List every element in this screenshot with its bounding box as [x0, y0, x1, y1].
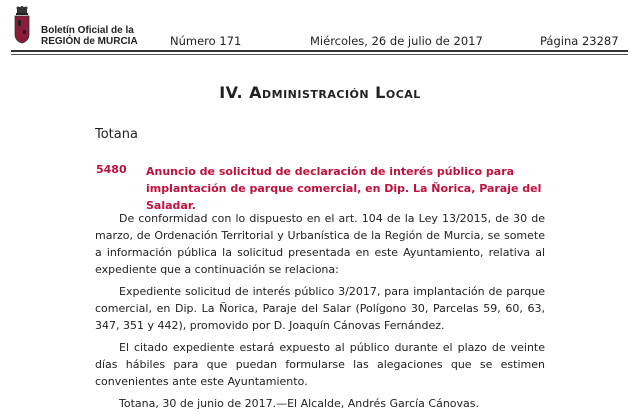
paragraph: Expediente solicitud de interés público 3/2017, para implantación de parque comercial, en Dip. La Ñorica, Paraje del Salar (Polígono 30, Parcelas 59, 60, 63, 347, 351 y 442), promovido por D. Joaquín Cánovas Fernández. [95, 285, 545, 332]
issue-number: Número 171 [170, 34, 242, 48]
notice-number: 5480 [96, 163, 127, 176]
section-title: IV. Administración Local [219, 83, 421, 102]
paragraph: El citado expediente estará expuesto al público durante el plazo de veinte días hábiles para que puedan formularse las alegaciones que se estimen convenientes ante este Ayuntamiento. [95, 341, 545, 388]
coat-of-arms-logo [12, 6, 32, 44]
paragraph: De conformidad con lo dispuesto en el art. 104 de la Ley 13/2015, de 30 de marzo, de Ordenación Territorial y Urbanística de la Región de Murcia, se somete a información pública la solicitud presentada en este Ayuntamiento, relativa al expediente que a continuación se relaciona: [95, 212, 545, 276]
header-rule [11, 50, 628, 52]
brand-line-1: Boletín Oficial de la [41, 25, 134, 36]
signature: Totana, 30 de junio de 2017.—El Alcalde, Andrés García Cánovas. [119, 397, 480, 410]
issue-date: Miércoles, 26 de julio de 2017 [310, 34, 483, 48]
municipality: Totana [95, 127, 138, 142]
brand-line-2: REGIÓN de MURCIA [41, 36, 138, 47]
notice-title: Anuncio de solicitud de declaración de interés público para implantación de parque comercial, en Dip. La Ñorica, Paraje del Saladar. [146, 165, 542, 212]
notice-body [95, 210, 545, 417]
page-number: Página 23287 [540, 34, 619, 48]
publication-name [41, 25, 138, 47]
header-rule-thin [11, 54, 628, 55]
